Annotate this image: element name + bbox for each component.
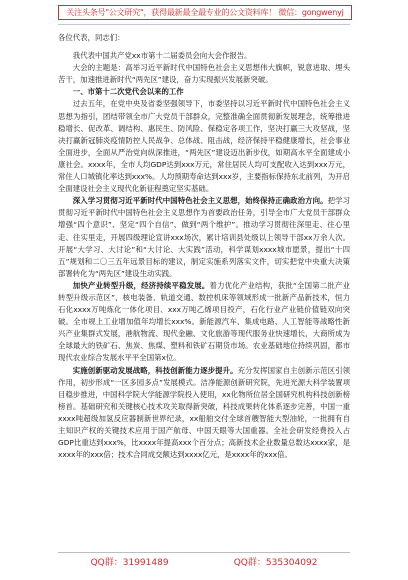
top-banner: 关注头条号"公文研究"，获得最新最全最专业的公文资料库！ 微信：gongwenyj <box>58 5 352 20</box>
paragraph-industry-body: 着力优化产业结构，获批“全国第二批产业转型升级示范区”，核电装备、轨道交通、数控机床等领域形成一批新产品新技术，恒力石化xxxx万吨炼化一体化项目、xxx万吨乙烯项目投产，石化行业产业链价值链双向突破。全市规上工业增加值年均增长xxx%。新能源汽车、集成电路、人工智能等战略性新兴产业集群式发展，港航物流、现代金融、文化旅游等现代服务业快速增长，大商所成为全球最大的铁矿石、焦炭、焦煤、塑料和铁矿石期货市场。农业基础地位持续巩固，都市现代农业综合发展水平平全国第x位。 <box>58 280 350 363</box>
document-body <box>58 32 350 461</box>
salutation: 各位代表，同志们： <box>58 33 125 42</box>
header-divider <box>58 24 350 25</box>
paragraph-opening: 我代表中国共产党xx市第十二届委员会向大会作报告。 <box>72 51 252 61</box>
paragraph-industry <box>58 280 350 365</box>
paragraph-innovation <box>58 365 350 462</box>
footer-qq-group-2: QQ群：535304092 <box>233 558 318 568</box>
footer-qq-group-1: QQ群：31991489 <box>90 558 169 568</box>
footer-divider <box>58 552 350 553</box>
paragraph-study-body: 把学习贯彻习近平新时代中国特色社会主义思想作为首要政治任务，引导全市广大党员干部群众增强“四个意识”、坚定“四个自信”、做到“两个维护”。推动学习贯彻往深里走、往心里走、往实里走，开展四级理论宣讲xxx场次，累计培训县处级以上领导干部xx万余人次。开展“大学习、大讨论”和“大讨论、大实践”活动，科学谋划xxxx城市愿景，提出“十四五”规划和二〇三五年远景目标的建议，制定实施系列落实文件，切实把党中央重大决策部署转化为“两先区”建设生动实践。 <box>58 196 350 278</box>
paragraph-innovation-body: 充分发挥国家自主创新示范区引领作用，初步形成“一区多园多点”发展模式。洁净能源创新研究院，先进光源大科学装置项目稳步推进，中国科学院大学能源学院投入使用，xx化物所位居全国研究机构科技创新榜榜首。基础研究和关键核心技术攻关取得新突破，科技成果转化体系逐步完善，中国一重xxxx吨超级加氢反应器制新世界纪录，xx船舶交付全球首艘智能大型油轮，一批拥有自主知识产权的关键技术应用于国产航母、中国天眼等大国重器。全社会研发经费投入占GDP比重达到xxx%，比xxxx年提高xxx个百分点；高新技术企业数量总数达xxxx家，是xxxx年的xxx倍；技术合同成交额达到xxxx亿元，是xxxx年的xxx倍。 <box>58 365 350 460</box>
paragraph-review: 过去五年，在党中央及省委坚强领导下，市委坚持以习近平新时代中国特色社会主义思想为指引，团结带领全市广大党员干部群众，完整准确全面贯彻新发展理念，统筹推进稳增长、促改革、调结构、惠民生、防风险、保稳定各项工作，坚决打赢三大攻坚战，坚决打赢新冠肺炎疫情防控人民战争、总体战、阻击战，经济保持平稳健康增长，社会事业全面进步，全面从严治党向纵深推进，“两先区”建设迈出新步伐，如期高水平全面建成小康社会。xxxx年，全市人均GDP达到xxx万元，常住居民人均可支配收入达到xxx万元，常住人口城镇化率达到xxx%。人均预期寿命达到xxx岁，主要指标保持东北前列，为开启全面建设社会主义现代化新征程奠定坚实基础。 <box>58 99 350 194</box>
paragraph-study <box>58 195 350 280</box>
paragraph-study-lead: 深入学习贯彻习近平新时代中国特色社会主义思想，始终保持正确政治方向。 <box>72 196 328 206</box>
paragraph-industry-lead: 加快产业转型升级，经济持续平稳发展。 <box>72 280 210 290</box>
paragraph-theme: 大会的主题是：高举习近平新时代中国特色社会主义思想伟大旗帜，锐意进取、埋头苦干，加速推进新时代“两先区”建设，奋力实现振兴发展新突破。 <box>58 63 350 85</box>
footer <box>58 556 350 570</box>
paragraph-innovation-lead: 实施创新驱动发展战略，科技创新能力逐步提升。 <box>72 365 238 375</box>
section-heading: 一、市第十二次党代会以来的工作 <box>72 87 184 97</box>
